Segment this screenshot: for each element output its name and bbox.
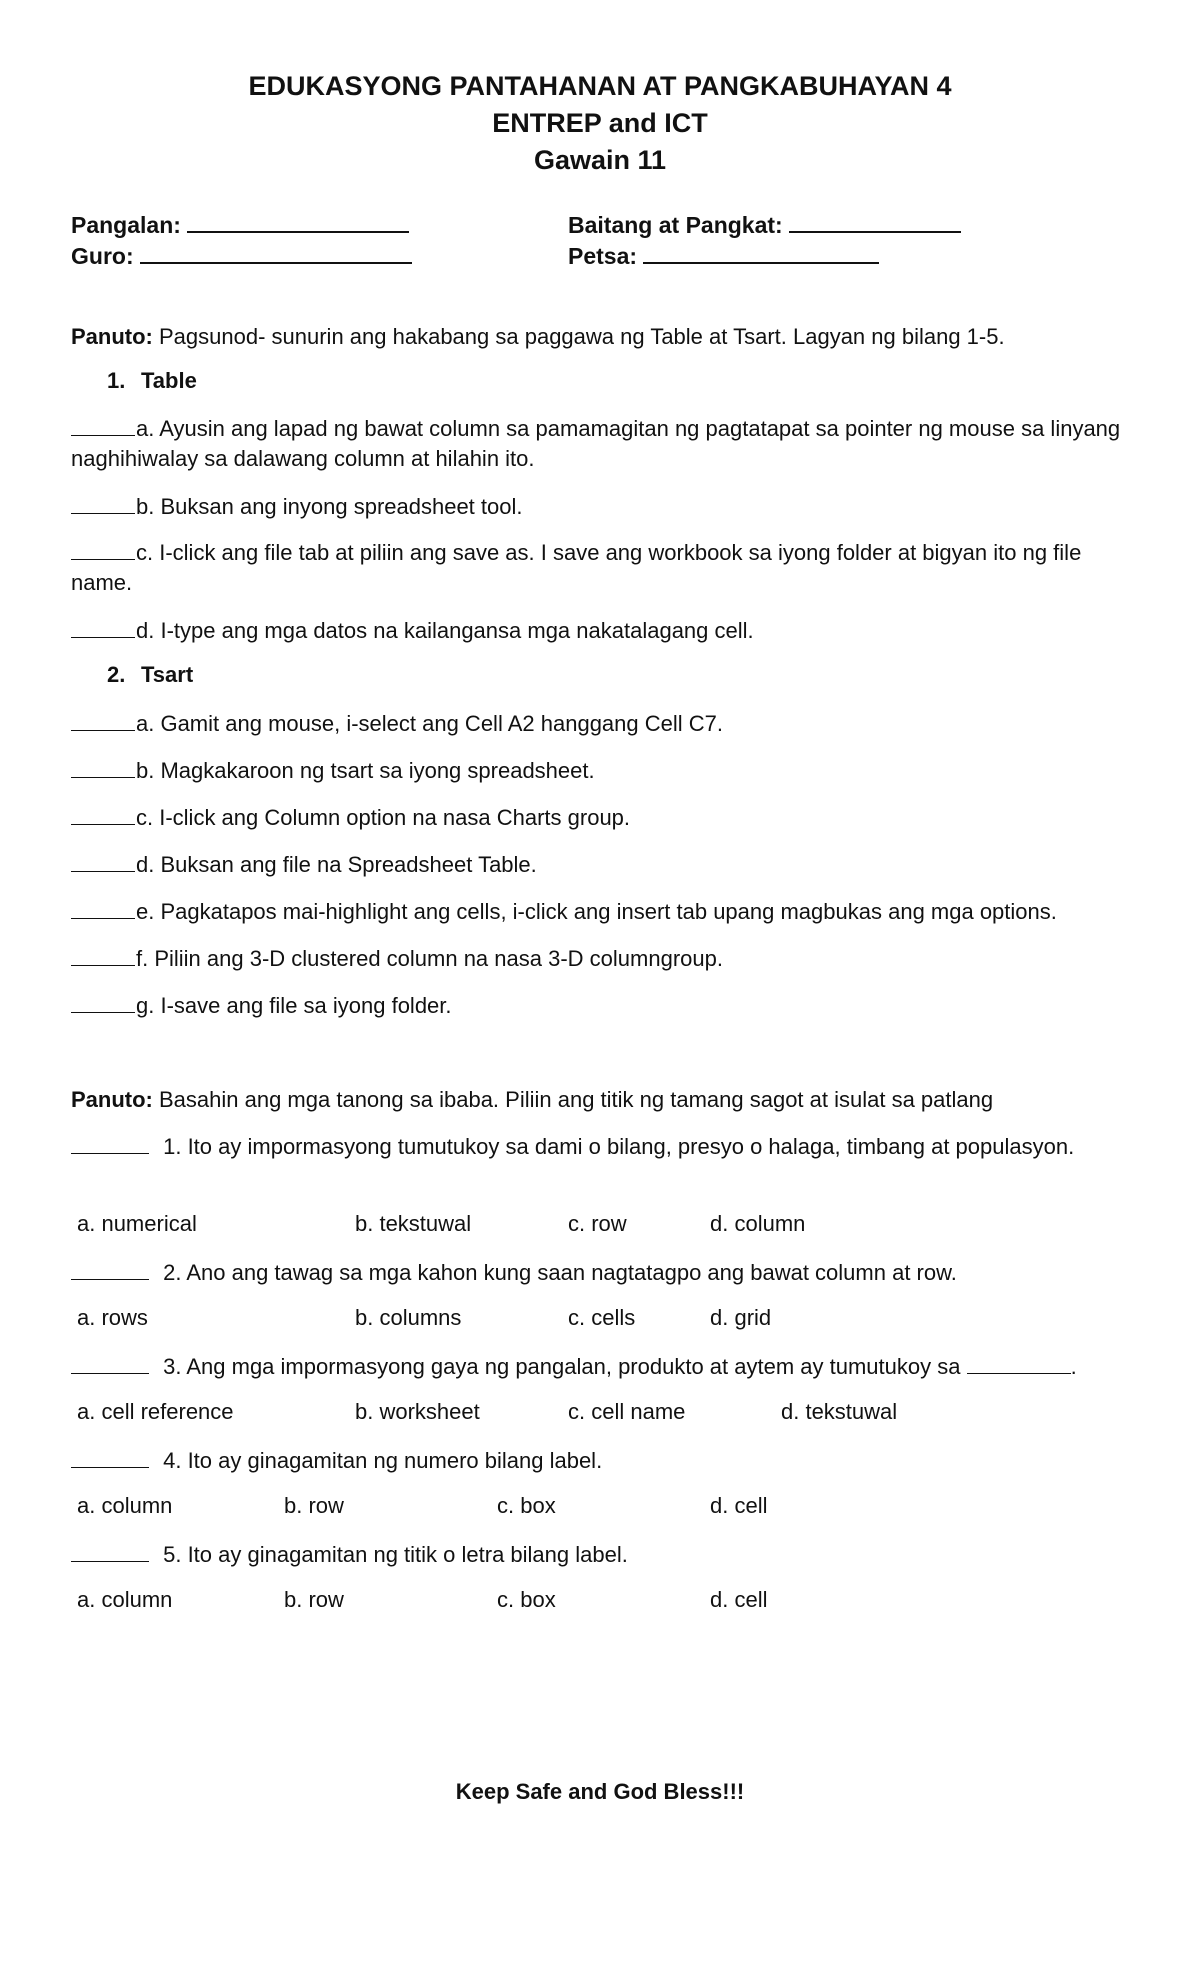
guro-blank[interactable]: [140, 244, 412, 264]
tsart-heading: [107, 662, 193, 688]
question-text: 5. Ito ay ginagamitan ng titik o letra bilang label.: [157, 1542, 628, 1567]
table-heading: [107, 368, 197, 394]
choice-b: b. row: [284, 1493, 344, 1518]
tsart-step-d: [71, 850, 537, 880]
choice-d: d. tekstuwal: [781, 1399, 898, 1424]
step-text: b. Magkakaroon ng tsart sa iyong spreadsheet.: [136, 758, 595, 783]
choice-a: a. cell reference: [77, 1399, 234, 1424]
answer-blank[interactable]: [71, 493, 135, 514]
answer-blank[interactable]: [71, 1541, 149, 1562]
question-text: 2. Ano ang tawag sa mga kahon kung saan nagtatagpo ang bawat column at row.: [157, 1260, 957, 1285]
petsa-blank[interactable]: [643, 244, 879, 264]
step-text: b. Buksan ang inyong spreadsheet tool.: [136, 494, 523, 519]
question-4: [71, 1446, 602, 1476]
step-text: g. I-save ang file sa iyong folder.: [136, 993, 452, 1018]
answer-blank[interactable]: [71, 851, 135, 872]
closing-message: Keep Safe and God Bless!!!: [455, 1779, 745, 1804]
answer-blank[interactable]: [71, 1353, 149, 1374]
choice-c: c. box: [497, 1493, 556, 1518]
answer-blank[interactable]: [71, 415, 135, 436]
answer-blank[interactable]: [71, 804, 135, 825]
choice-a: a. rows: [77, 1305, 148, 1330]
baitang-blank[interactable]: [789, 213, 961, 233]
choice-d: d. grid: [710, 1305, 772, 1330]
answer-blank[interactable]: [71, 617, 135, 638]
pangalan-field: [71, 212, 409, 239]
tsart-step-b: [71, 756, 595, 786]
question-1: [71, 1132, 1131, 1162]
petsa-label: Petsa:: [568, 243, 638, 269]
choice-c: c. cell name: [568, 1399, 686, 1424]
answer-blank[interactable]: [71, 898, 135, 919]
choice-b: b. row: [284, 1587, 344, 1612]
guro-field: [71, 243, 412, 270]
choice-b: b. columns: [355, 1305, 462, 1330]
answer-blank[interactable]: [71, 1447, 149, 1468]
instruction-label: Panuto:: [71, 1087, 153, 1112]
table-heading-label: Table: [141, 368, 197, 393]
pangalan-label: Pangalan:: [71, 212, 181, 238]
table-step-b: [71, 492, 523, 522]
choice-b: b. tekstuwal: [355, 1211, 472, 1236]
instruction-label: Panuto:: [71, 324, 153, 349]
step-text: d. I-type ang mga datos na kailangansa mga nakatalagang cell.: [136, 618, 754, 643]
answer-blank[interactable]: [71, 757, 135, 778]
choice-d: d. cell: [710, 1587, 768, 1612]
table-step-c: [71, 538, 1131, 598]
question-text: 1. Ito ay impormasyong tumutukoy sa dami o bilang, presyo o halaga, timbang at populasyon.: [157, 1134, 1075, 1159]
choice-d: d. column: [710, 1211, 806, 1236]
pangalan-blank[interactable]: [187, 213, 409, 233]
choice-a: a. numerical: [77, 1211, 197, 1236]
tsart-step-e: [71, 897, 1057, 927]
question-3: [71, 1352, 1077, 1382]
choice-a: a. column: [77, 1493, 173, 1518]
choice-c: c. cells: [568, 1305, 636, 1330]
answer-blank[interactable]: [71, 992, 135, 1013]
instruction-text: Basahin ang mga tanong sa ibaba. Piliin ang titik ng tamang sagot at isulat sa patlang: [152, 1087, 994, 1112]
choice-b: b. worksheet: [355, 1399, 480, 1424]
answer-blank[interactable]: [71, 1259, 149, 1280]
question-text: 3. Ang mga impormasyong gaya ng pangalan, produkto at aytem ay tumutukoy sa: [157, 1354, 967, 1379]
step-text: c. I-click ang file tab at piliin ang save as. I save ang workbook sa iyong folder at bigyan ito ng file name.: [71, 540, 1082, 595]
question-2: [71, 1258, 957, 1288]
table-heading-number: 1.: [107, 368, 126, 393]
tsart-heading-number: 2.: [107, 662, 126, 687]
step-text: d. Buksan ang file na Spreadsheet Table.: [136, 852, 537, 877]
baitang-field: [568, 212, 961, 239]
answer-blank[interactable]: [71, 945, 135, 966]
activity-title: Gawain 11: [533, 145, 667, 175]
choice-d: d. cell: [710, 1493, 768, 1518]
step-text: a. Gamit ang mouse, i-select ang Cell A2 hanggang Cell C7.: [136, 711, 723, 736]
document-title: EDUKASYONG PANTAHANAN AT PANGKABUHAYAN 4: [248, 71, 952, 101]
step-text: f. Piliin ang 3-D clustered column na nasa 3-D columngroup.: [136, 946, 723, 971]
question-text: 4. Ito ay ginagamitan ng numero bilang label.: [157, 1448, 603, 1473]
step-text: c. I-click ang Column option na nasa Charts group.: [136, 805, 631, 830]
instruction-2: [71, 1085, 993, 1115]
guro-label: Guro:: [71, 243, 134, 269]
choice-a: a. column: [77, 1587, 173, 1612]
choice-c: c. box: [497, 1587, 556, 1612]
choice-c: c. row: [568, 1211, 627, 1236]
document-header: [0, 68, 1200, 179]
fill-in-blank[interactable]: [967, 1353, 1071, 1374]
answer-blank[interactable]: [71, 710, 135, 731]
table-step-d: [71, 616, 754, 646]
table-step-a: [71, 414, 1131, 474]
baitang-label: Baitang at Pangkat:: [568, 212, 783, 238]
tsart-step-f: [71, 944, 723, 974]
question-text-end: .: [1070, 1354, 1077, 1379]
instruction-1: [71, 322, 1005, 352]
question-5: [71, 1540, 628, 1570]
step-text: a. Ayusin ang lapad ng bawat column sa pamamagitan ng pagtatapat sa pointer ng mouse sa linyang naghihiwalay sa dalawang column at hilahin ito.: [71, 416, 1121, 471]
petsa-field: [568, 243, 879, 270]
tsart-heading-label: Tsart: [141, 662, 194, 687]
tsart-step-c: [71, 803, 630, 833]
tsart-step-g: [71, 991, 452, 1021]
document-subtitle: ENTREP and ICT: [492, 108, 708, 138]
tsart-step-a: [71, 709, 723, 739]
answer-blank[interactable]: [71, 539, 135, 560]
step-text: e. Pagkatapos mai-highlight ang cells, i-click ang insert tab upang magbukas ang mga options.: [136, 899, 1057, 924]
instruction-text: Pagsunod- sunurin ang hakabang sa paggawa ng Table at Tsart. Lagyan ng bilang 1-5.: [152, 324, 1005, 349]
answer-blank[interactable]: [71, 1133, 149, 1154]
